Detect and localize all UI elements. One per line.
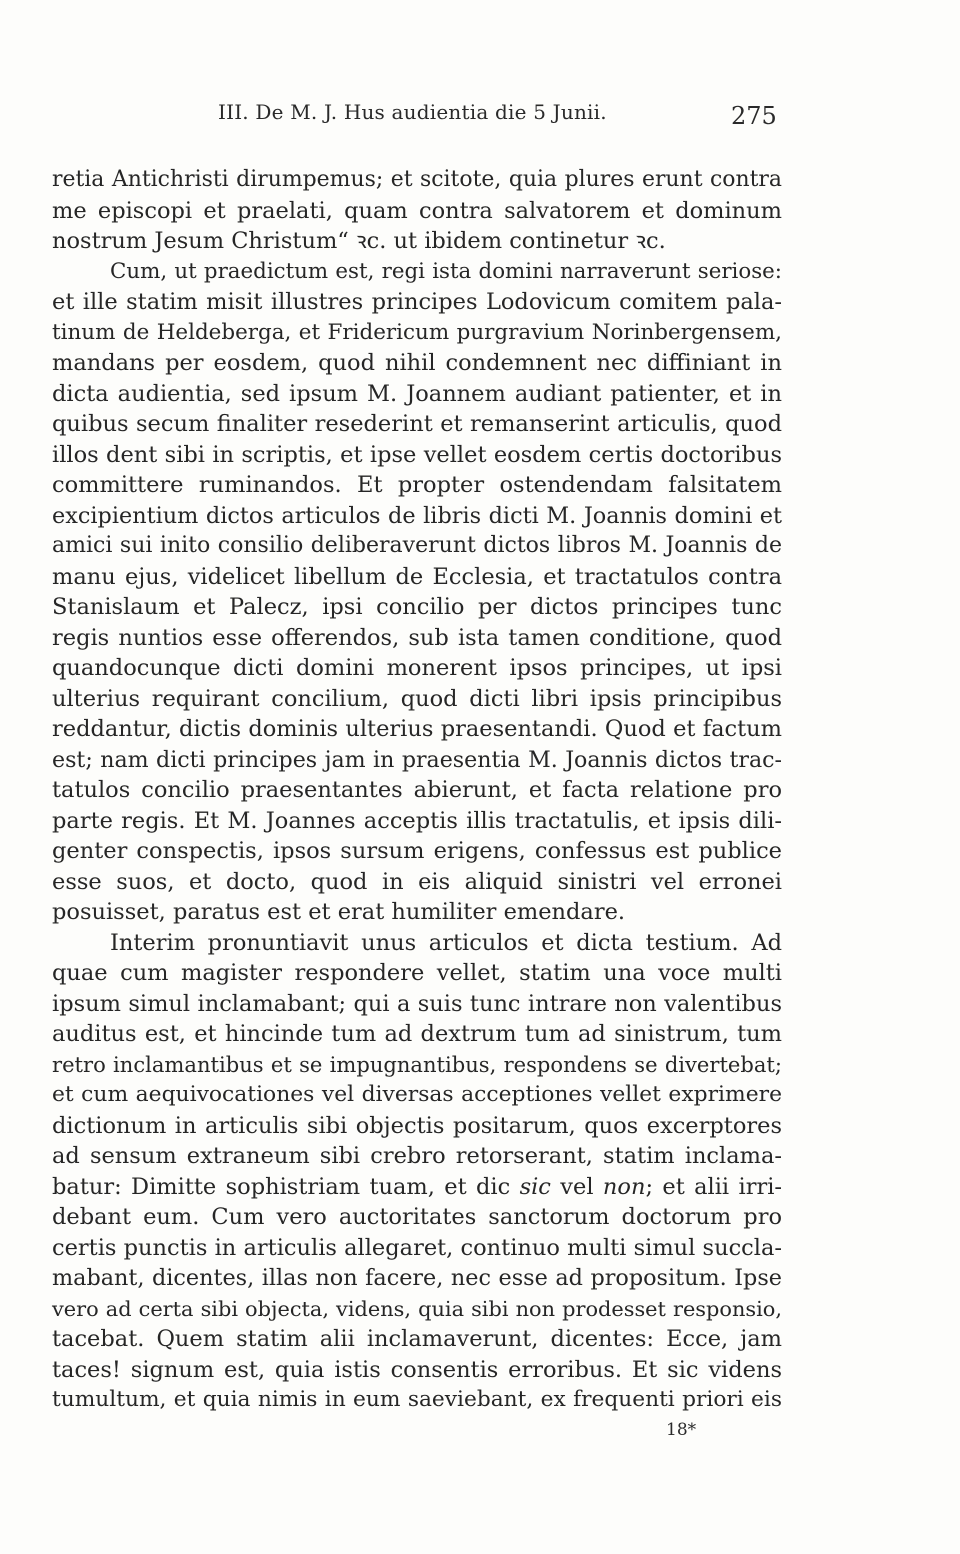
text-line: vero ad certa sibi objecta, videns, quia sibi non prodesset responsio, xyxy=(52,1296,782,1321)
text-line: dictionum in articulis sibi objectis positarum, quos excerptores xyxy=(52,1112,782,1139)
text-line: tinum de Heldeberga, et Fridericum purgravium Norinbergensem, xyxy=(52,319,782,345)
text-line: ad sensum extraneum sibi crebro retorserant, statim inclama- xyxy=(52,1143,782,1169)
running-title: III. De M. J. Hus audientia die 5 Junii. xyxy=(218,100,607,124)
text-line: illos dent sibi in scriptis, et ipse vellet eosdem certis doctoribus xyxy=(52,441,782,468)
text-line: excipientium dictos articulos de libris dicti M. Joannis domini et xyxy=(52,502,782,529)
text-line: esse suos, et docto, quod in eis aliquid sinistri vel erronei xyxy=(52,868,782,895)
text-line: tumultum, et quia nimis in eum saeviebant, ex frequenti priori eis xyxy=(52,1387,782,1412)
text-line: committere ruminandos. Et propter ostendendam falsitatem xyxy=(52,472,782,498)
body-text xyxy=(52,165,782,1416)
text-line: mandans per eosdem, quod nihil condemnent nec diffiniant in xyxy=(52,350,782,376)
italic-word: sic xyxy=(519,1173,551,1200)
text-line: ipsum simul inclamabant; qui a suis tunc intrare non valentibus xyxy=(52,990,782,1017)
text-line: quandocunque dicti domini monerent ipsos principes, ut ipsi xyxy=(52,655,782,681)
text-line: batur: Dimitte sophistriam tuam, et dic sic vel non; et alii irri- xyxy=(52,1173,783,1200)
text-line: et ille statim misit illustres principes Lodovicum comitem pala- xyxy=(52,289,782,315)
text-line: Stanislaum et Palecz, ipsi concilio per dictos principes tunc xyxy=(52,594,782,620)
text-line: Interim pronuntiavit unus articulos et dicta testium. Ad xyxy=(110,929,782,956)
text-line: retia Antichristi dirumpemus; et scitote, quia plures erunt contra xyxy=(52,167,782,192)
signature-mark: 18* xyxy=(666,1420,697,1440)
text-line: dicta audientia, sed ipsum M. Joannem audiant patienter, et in xyxy=(52,380,782,407)
text-line: est; nam dicti principes jam in praesentia M. Joannis dictos trac- xyxy=(52,746,782,773)
text-line: quibus secum finaliter resederint et remanserint articulis, quod xyxy=(52,411,782,437)
text-line: et cum aequivocationes vel diversas acceptiones vellet exprimere xyxy=(52,1082,782,1107)
text-line: taces! signum est, quia istis consentis erroribus. Et sic videns xyxy=(52,1356,782,1383)
text-line: tatulos concilio praesentantes abierunt, et facta relatione pro xyxy=(52,777,782,803)
text-line: ulterius requirant concilium, quod dicti libri ipsis principibus xyxy=(52,685,782,712)
text-line: regis nuntios esse offerendos, sub ista tamen conditione, quod xyxy=(52,624,782,651)
text-line: retro inclamantibus et se impugnantibus, respondens se divertebat; xyxy=(52,1051,782,1077)
text-line: reddantur, dictis dominis ulterius praesentandi. Quod et factum xyxy=(52,716,782,742)
text-line: genter conspectis, ipsos sursum erigens, confessus est publice xyxy=(52,838,782,864)
text-line: debant eum. Cum vero auctoritates sanctorum doctorum pro xyxy=(52,1204,782,1230)
text-line: mabant, dicentes, illas non facere, nec esse ad propositum. Ipse xyxy=(52,1265,782,1291)
text-line: amici sui inito consilio deliberaverunt dictos libros M. Joannis de xyxy=(52,533,782,558)
text-line: auditus est, et hincinde tum ad dextrum tum ad sinistrum, tum xyxy=(52,1021,782,1047)
text-line: tacebat. Quem statim alii inclamaverunt, dicentes: Ecce, jam xyxy=(52,1326,782,1352)
text-line: nostrum Jesum Christum“ ꝛc. ut ibidem continetur ꝛc. xyxy=(52,228,666,254)
text-line: quae cum magister respondere vellet, statim una voce multi xyxy=(52,960,782,986)
page-number: 275 xyxy=(731,102,777,130)
italic-word: non xyxy=(602,1173,646,1200)
text-line: parte regis. Et M. Joannes acceptis illis tractatulis, et ipsis dili- xyxy=(52,807,782,834)
text-line: posuisset, paratus est et erat humiliter emendare. xyxy=(52,899,626,925)
text-line: Cum, ut praedictum est, regi ista domini narraverunt seriose: xyxy=(110,258,782,284)
text-line: me episcopi et praelati, quam contra salvatorem et dominum xyxy=(52,197,782,224)
text-line: manu ejus, videlicet libellum de Ecclesia, et tractatulos contra xyxy=(52,563,782,590)
text-line: certis punctis in articulis allegaret, continuo multi simul succla- xyxy=(52,1234,782,1261)
